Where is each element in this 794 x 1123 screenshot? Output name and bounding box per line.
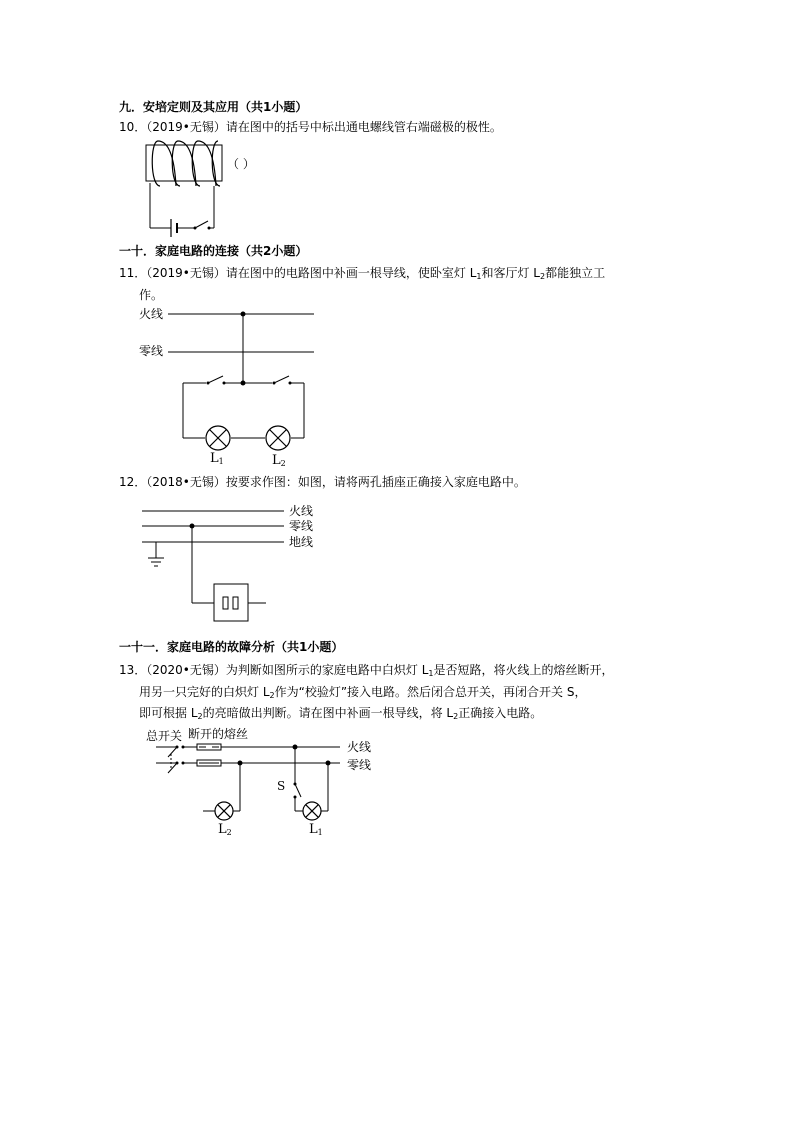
lamp-l2-icon xyxy=(215,802,233,820)
main-switch-icon xyxy=(168,746,185,774)
question-13-line1: 13．（2020•无锡）为判断如图所示的家庭电路中白炽灯 $L_1$是否短路，将火线上的熔丝断开， xyxy=(119,663,614,678)
q11-live-label: 火线 xyxy=(139,307,164,321)
q13-switch-s-label: S xyxy=(277,779,286,793)
section-10-heading: 一十．家庭电路的连接（共2小题） xyxy=(119,244,308,258)
q13-neutral-label: 零线 xyxy=(347,758,372,772)
q13-live-label: 火线 xyxy=(347,740,372,754)
question-12-text: 12．（2018•无锡）按要求作图：如图，请将两孔插座正确接入家庭电路中。 xyxy=(119,475,526,489)
question-13-line2: 用另一只完好的白炽灯 $L_2$作为“校验灯”接入电路。然后闭合总开关，再闭合开关 S， xyxy=(139,685,587,700)
section-11-heading: 一十一．家庭电路的故障分析（共1小题） xyxy=(119,640,344,654)
broken-fuse-icon xyxy=(197,744,221,750)
question-11-line2: 作。 xyxy=(139,288,164,302)
q13-lamp2-label: $L_2$ xyxy=(218,822,232,837)
question-10-text: 10．（2019•无锡）请在图中的括号中标出通电螺线管右端磁极的极性。 xyxy=(119,120,502,134)
question-11-line1: 11．（2019•无锡）请在图中的电路图中补画一根导线，使卧室灯 $L_1$和客厅灯 $L_2$都能独立工 xyxy=(119,266,606,281)
q13-fuse-label: 断开的熔丝 xyxy=(188,727,249,741)
q11-lamp2-label: $L_2$ xyxy=(272,453,286,468)
section-9-heading: 九．安培定则及其应用（共1小题） xyxy=(119,100,308,114)
q12-neutral-label: 零线 xyxy=(289,519,314,533)
q11-neutral-label: 零线 xyxy=(139,344,164,358)
lamp-l1-icon xyxy=(303,802,321,820)
q12-ground-label: 地线 xyxy=(289,535,314,549)
q12-live-label: 火线 xyxy=(289,504,314,518)
q13-lamp1-label: $L_1$ xyxy=(309,822,323,837)
polarity-bracket[interactable]: （ ） xyxy=(227,157,255,171)
fuse-icon xyxy=(197,760,221,766)
q11-lamp1-label: $L_1$ xyxy=(210,451,224,466)
question-13-line3: 即可根据 $L_2$的亮暗做出判断。请在图中补画一根导线，将 $L_2$正确接入电路。 xyxy=(139,706,543,721)
q13-main-switch-label: 总开关 xyxy=(146,729,183,743)
